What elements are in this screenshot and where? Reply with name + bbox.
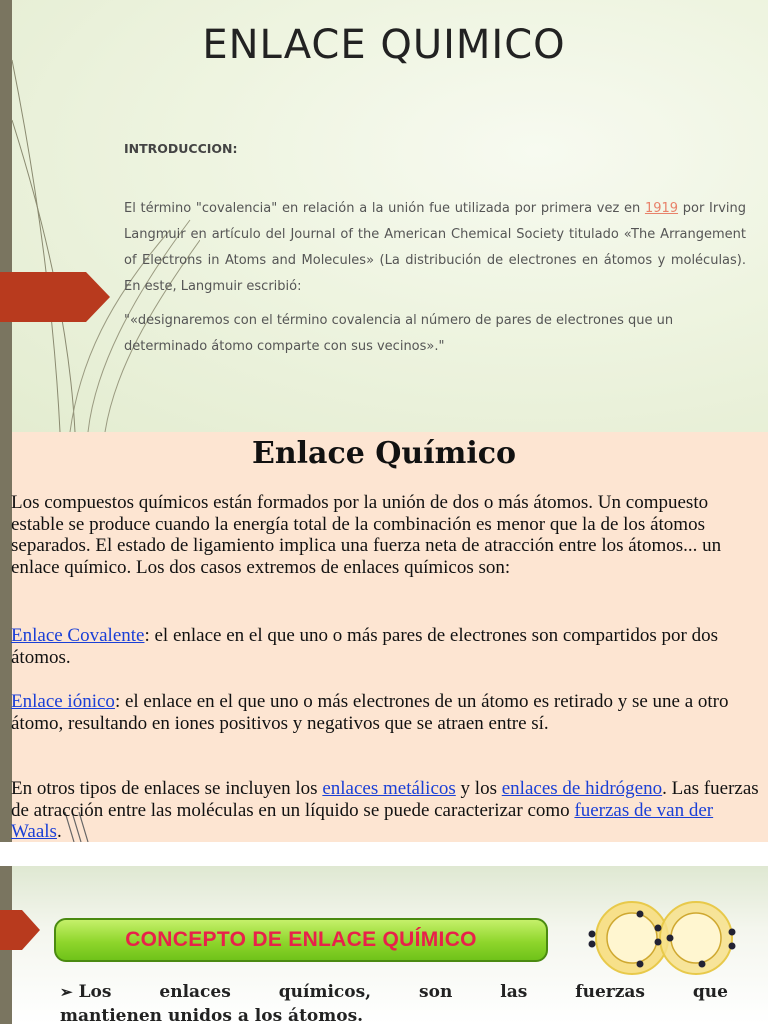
intro-paragraph: [124, 196, 746, 300]
bullet-word: enlaces: [159, 982, 231, 1002]
section-heading: Enlace Químico: [251, 436, 517, 471]
paragraph-text: : el enlace en el que uno o más pares de electrones son compartidos por dos átomos.: [11, 625, 718, 668]
paragraph-text: .: [56, 821, 62, 842]
slide-introduccion: [0, 0, 768, 432]
intro-label: INTRODUCCION:: [124, 141, 238, 156]
link-enlace-ionico[interactable]: Enlace iónico: [11, 691, 115, 712]
bullet-line-2: mantienen unidos a los átomos.: [60, 1006, 364, 1024]
bullet-word: las: [500, 982, 528, 1002]
paragraph-otros: [11, 778, 765, 842]
bullet-word: químicos,: [278, 982, 372, 1002]
atoms-illustration: [582, 900, 752, 980]
bullet-word: fuerzas: [575, 982, 645, 1002]
paragraph-text: por Irving Langmuir en artículo del Journal of the American Chemical Society titulado «The Arrangement of Electrons in Atoms and Molecules» (La distribución de electrones en átomos y moléculas). En este, Langmuir escribió:: [124, 201, 746, 294]
paragraph-covalente: [11, 625, 765, 668]
paragraph-text: y los: [455, 778, 502, 799]
banner-text: CONCEPTO DE ENLACE QUÍMICO: [125, 928, 477, 951]
bullet-word: son: [419, 982, 453, 1002]
paragraph-text: : el enlace en el que uno o más electrones de un átomo es retirado y se une a otro átomo, resultando en iones positivos y negativos que se atraen entre sí.: [11, 691, 729, 734]
paragraph-text: . Las fuerzas de atracción entre las moléculas en un líquido se puede caracterizar como: [11, 778, 759, 821]
red-arrow-shape: [0, 910, 40, 950]
arrow-bullet-icon: ➢: [60, 983, 73, 1001]
paragraph-text: El término "covalencia" en relación a la unión fue utilizada por primera vez en: [124, 201, 645, 216]
slide-concepto: [0, 866, 768, 1024]
bullet-word: ➢ Los: [60, 982, 112, 1002]
link-enlaces-metalicos[interactable]: enlaces metálicos: [322, 778, 456, 799]
bullet-word: que: [692, 982, 728, 1002]
link-enlace-covalente[interactable]: Enlace Covalente: [11, 625, 145, 646]
slide-enlace-quimico: [0, 432, 768, 842]
langmuir-quote: "«designaremos con el término covalencia al número de pares de electrones que un determinado átomo comparte con sus vecinos».": [124, 313, 674, 354]
paragraph-ionico: [11, 691, 765, 734]
paragraph-text: En otros tipos de enlaces se incluyen los: [11, 778, 323, 799]
bullet-line-1: [60, 980, 728, 1004]
link-enlaces-hidrogeno[interactable]: enlaces de hidrógeno: [501, 778, 663, 799]
year-link[interactable]: 1919: [644, 201, 679, 216]
red-arrow-shape: [0, 272, 110, 322]
slide-title: ENLACE QUIMICO: [202, 22, 566, 68]
concept-bullet: [60, 980, 728, 1024]
link-van-der-waals[interactable]: fuerzas de van der Waals: [11, 799, 714, 842]
paragraph-intro: Los compuestos químicos están formados por la unión de dos o más átomos. Un compuesto estable se produce cuando la energía total de la combinación es menor que la de los átomos separados. El estado de ligamiento implica una fuerza neta de atracción entre los átomos... un enlace químico. Los dos casos extremos de enlaces químicos son:: [11, 492, 722, 578]
concept-banner: [54, 918, 548, 962]
